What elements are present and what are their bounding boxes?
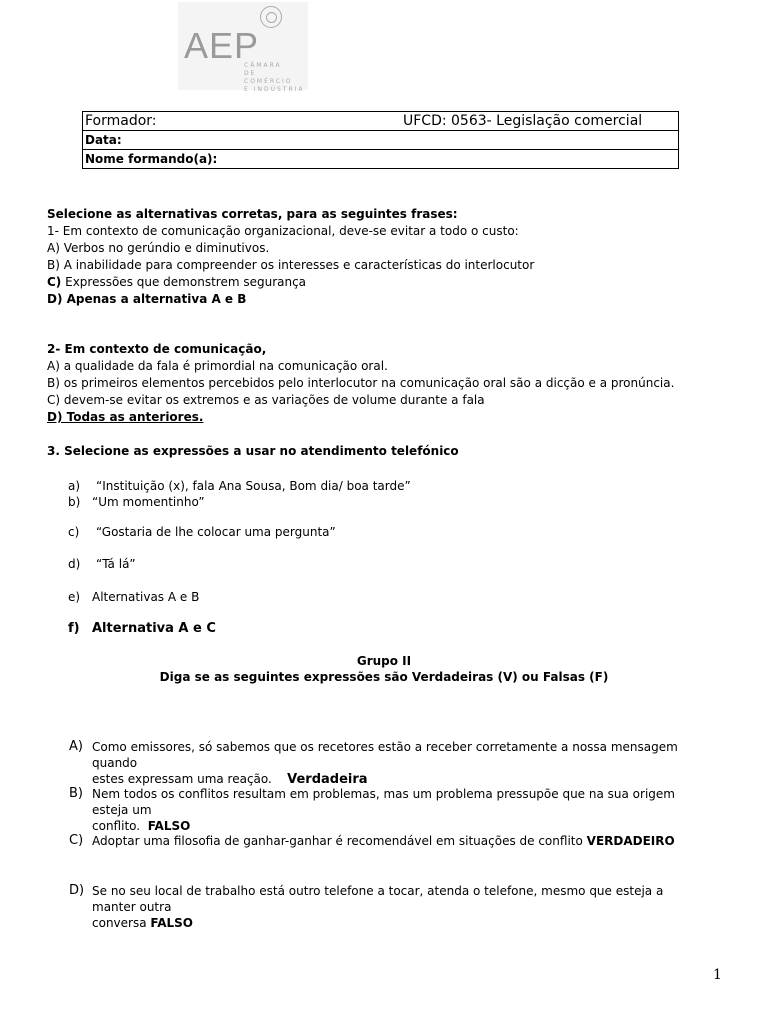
- seal-icon: [260, 6, 282, 28]
- page-number: 1: [713, 967, 722, 983]
- q2-option-d: D) Todas as anteriores.: [47, 410, 204, 424]
- statement-d: D) Se no seu local de trabalho está outro telefone a tocar, atenda o telefone, mesmo que esteja a manter outra conversa FALSO: [69, 883, 664, 930]
- q3-item-text: Alternativas A e B: [92, 590, 200, 604]
- q2-option-b: B) os primeiros elementos percebidos pelo interlocutor na comunicação oral são a dicção e a pronúncia.: [47, 376, 675, 390]
- q1-option-c: C) Expressões que demonstrem segurança: [47, 275, 307, 289]
- q3-item-text: “Instituição (x), fala Ana Sousa, Bom dia/ boa tarde”: [96, 479, 411, 493]
- q1-option-a: A) Verbos no gerúndio e diminutivos.: [47, 241, 270, 255]
- q2-option-a: A) a qualidade da fala é primordial na comunicação oral.: [47, 359, 388, 373]
- statement-b: B) Nem todos os conflitos resultam em problemas, mas um problema pressupõe que na sua origem esteja um conflito. FALSO: [69, 786, 675, 833]
- formador-cell: Formador:: [83, 112, 388, 131]
- q3-item-text: Alternativa A e C: [92, 621, 216, 636]
- q3-item: d): [68, 557, 81, 571]
- q3-item-text: “Gostaria de lhe colocar uma pergunta”: [96, 525, 336, 539]
- intro-text: Selecione as alternativas corretas, para as seguintes frases:: [47, 207, 458, 221]
- nome-cell: Nome formando(a):: [83, 150, 679, 169]
- q2-question: 2- Em contexto de comunicação,: [47, 342, 267, 356]
- q3-item-text: “Tá lá”: [96, 557, 136, 571]
- data-cell: Data:: [83, 131, 679, 150]
- logo-tagline: CÂMARA DE COMÉRCIO E INDÚSTRIA: [244, 62, 305, 93]
- q3-item: f): [68, 621, 80, 636]
- q3-item: b): [68, 495, 81, 509]
- group2-subtitle: Diga se as seguintes expressões são Verdadeiras (V) ou Falsas (F): [159, 670, 609, 684]
- statement-c: C) Adoptar uma filosofia de ganhar-ganhar é recomendável em situações de conflito VERDADEIRO: [69, 833, 675, 848]
- q1-option-b: B) A inabilidade para compreender os interesses e características do interlocutor: [47, 258, 535, 272]
- statement-a: A) Como emissores, só sabemos que os recetores estão a receber corretamente a nossa mensagem quando estes expressam uma reação. Verdadeira: [69, 739, 678, 787]
- ufcd-cell: UFCD: 0563- Legislação comercial: [387, 112, 679, 131]
- q3-item: c): [68, 525, 80, 539]
- q2-option-c: C) devem-se evitar os extremos e as variações de volume durante a fala: [47, 393, 485, 407]
- header-table: [82, 111, 679, 169]
- aep-logo: [178, 2, 308, 93]
- q3-question: 3. Selecione as expressões a usar no atendimento telefónico: [47, 444, 459, 458]
- q1-option-d: D) Apenas a alternativa A e B: [47, 292, 247, 306]
- q3-item-text: “Um momentinho”: [92, 495, 205, 509]
- q1-question: 1- Em contexto de comunicação organizacional, deve-se evitar a todo o custo:: [47, 224, 519, 238]
- group2-title: Grupo II: [356, 654, 412, 668]
- q3-item: a): [68, 479, 81, 493]
- logo-text: AEP: [184, 25, 260, 66]
- q3-item: e): [68, 590, 81, 604]
